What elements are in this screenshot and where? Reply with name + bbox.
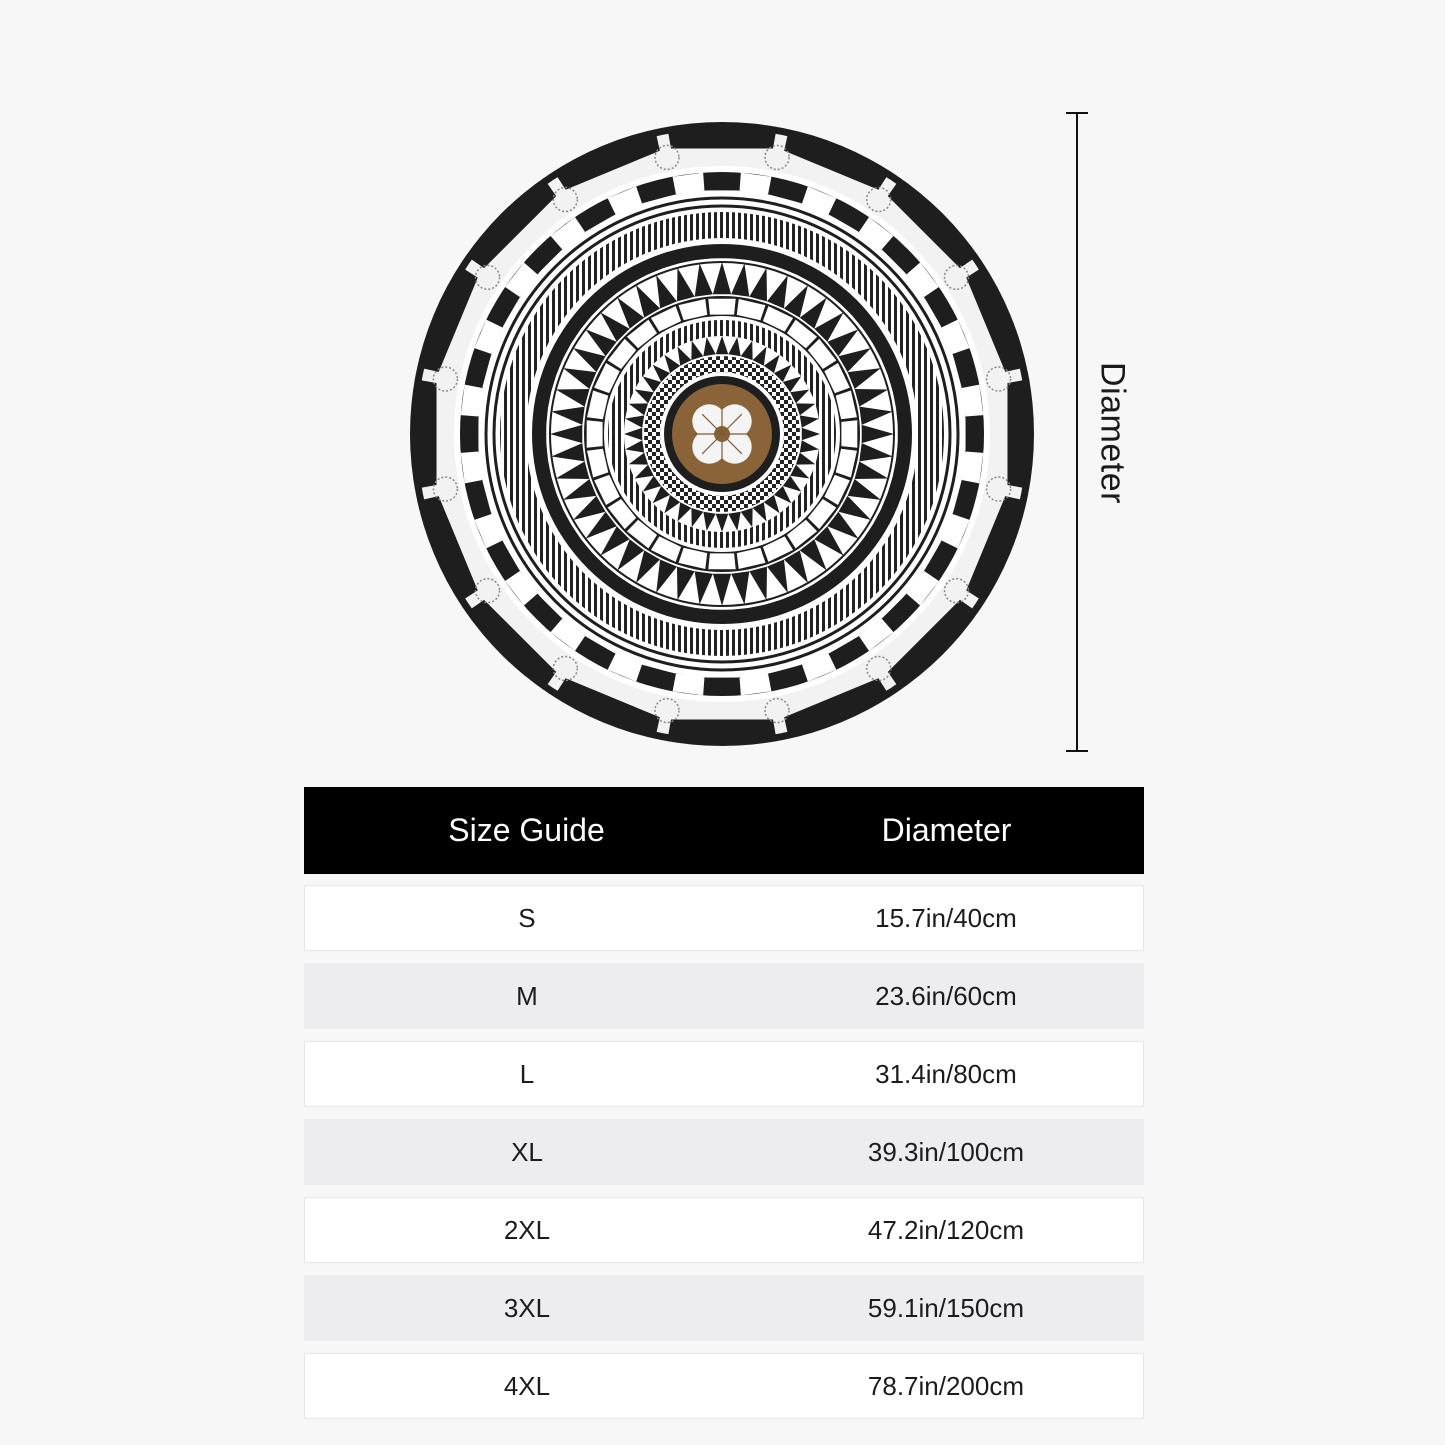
- diameter-cell: 78.7in/200cm: [867, 1370, 1025, 1401]
- diameter-cell: 31.4in/80cm: [875, 1058, 1017, 1089]
- table-row: [304, 1197, 1144, 1263]
- diameter-cell: 15.7in/40cm: [875, 902, 1017, 933]
- diameter-cell: 39.3in/100cm: [867, 1136, 1025, 1167]
- measure-cap-bottom: [1066, 750, 1088, 752]
- diameter-measure-line: [1062, 112, 1092, 752]
- table-row: [304, 1119, 1144, 1185]
- measure-line: [1076, 112, 1078, 752]
- diameter-cell: 47.2in/120cm: [867, 1214, 1025, 1245]
- header-size-guide: Size Guide: [448, 812, 605, 848]
- size-cell: S: [518, 902, 536, 933]
- diameter-cell: 23.6in/60cm: [875, 980, 1017, 1011]
- size-cell: XL: [511, 1136, 543, 1167]
- size-guide-table: [304, 787, 1144, 1419]
- diameter-cell: 59.1in/150cm: [867, 1292, 1025, 1323]
- table-row: [304, 1353, 1144, 1419]
- header-diameter: Diameter: [881, 812, 1012, 848]
- table-row: [304, 1041, 1144, 1107]
- table-row: [304, 885, 1144, 951]
- table-row: [304, 963, 1144, 1029]
- round-rug-image: [408, 120, 1036, 748]
- mandala-pattern: [408, 120, 1036, 748]
- size-cell: 2XL: [503, 1214, 551, 1245]
- size-cell: 3XL: [503, 1292, 551, 1323]
- diameter-label: Diameter: [1093, 362, 1132, 504]
- size-cell: L: [519, 1058, 535, 1089]
- size-cell: M: [516, 980, 538, 1011]
- size-cell: 4XL: [503, 1370, 551, 1401]
- table-row: [304, 1275, 1144, 1341]
- table-header: [304, 787, 1144, 874]
